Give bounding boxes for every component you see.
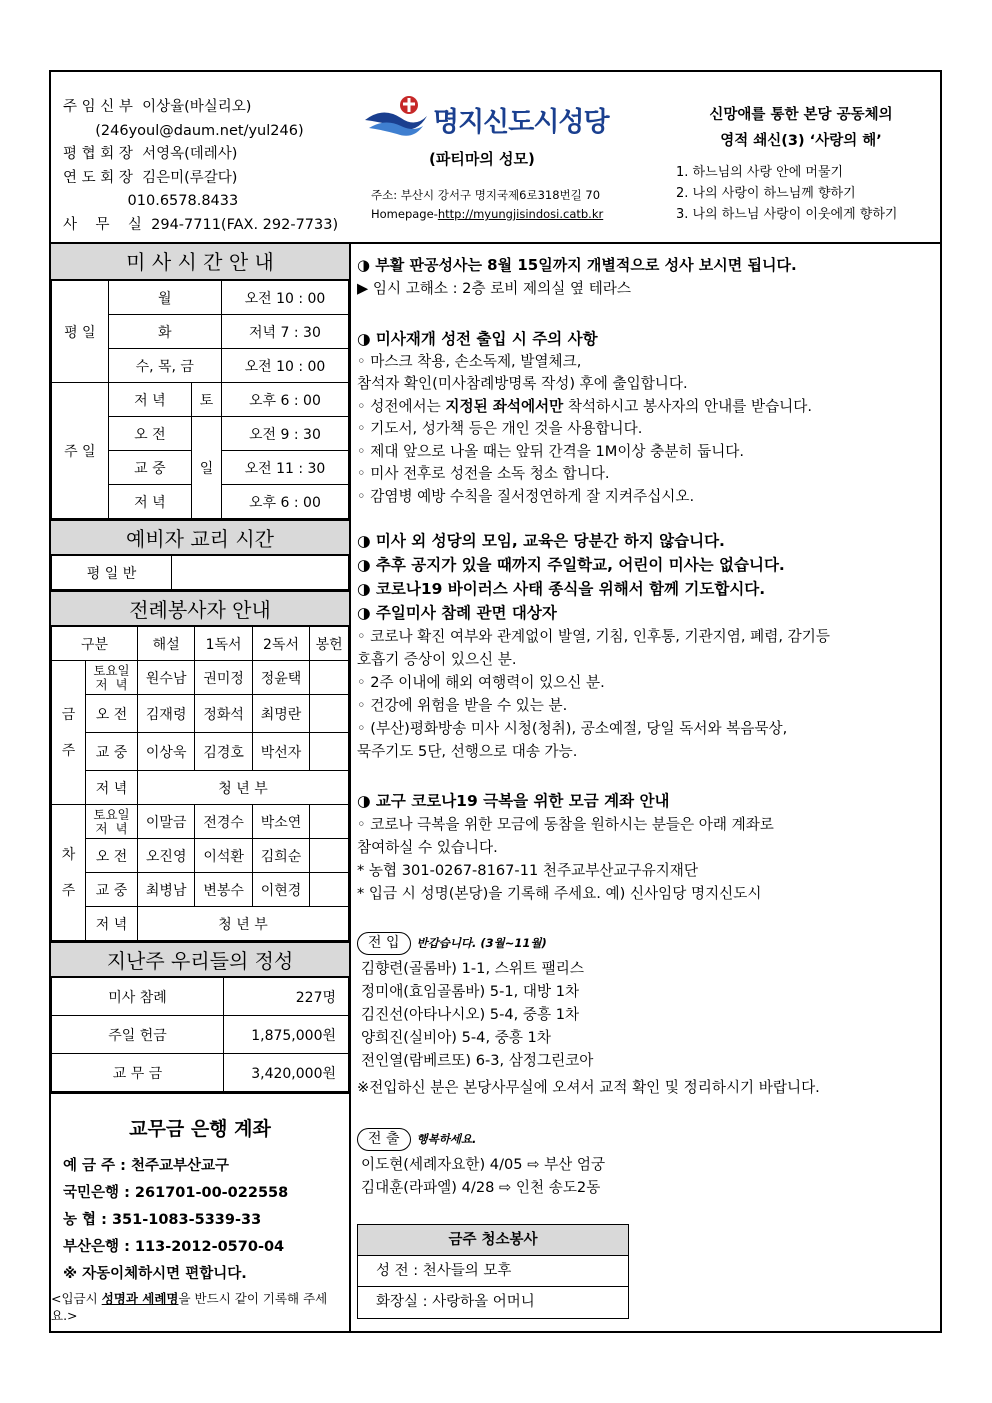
server-name: 김경호 [195, 733, 252, 771]
mass-slot: 저 녁 [108, 383, 191, 417]
notice-line: ◦ (부산)평화방송 미사 시청(청취), 공소예절, 당일 독서와 복음묵상, [357, 720, 788, 737]
bank-note [51, 1290, 337, 1324]
mass-slot: 교 중 [108, 451, 191, 485]
theme-item: 3. 나의 하느님 사랑이 이웃에게 향하기 [676, 207, 898, 222]
slot-label: 저 녁 [86, 771, 138, 805]
notice-line: ◦ 기도서, 성가책 등은 개인 것을 사용합니다. [357, 420, 643, 437]
server-name: 최병남 [138, 873, 195, 907]
col-header: 구분 [52, 627, 138, 661]
transfer-in-item: 김향련(골롬바) 1-1, 스위트 팰리스 [361, 960, 584, 977]
server-name: 이현경 [252, 873, 309, 907]
offering-label: 교 무 금 [52, 1054, 224, 1092]
mass-day: 월 [108, 281, 221, 315]
transfer-in-header [357, 932, 547, 955]
slot-label: 교 중 [86, 733, 138, 771]
notice-line: * 농협 301-0267-8167-11 천주교부산교구유지재단 [357, 862, 698, 879]
mass-times-table [51, 280, 349, 519]
server-name: 권미정 [195, 661, 252, 695]
catechumen-title: 예비자 교리 시간 [51, 519, 349, 555]
mass-day: 수, 목, 금 [108, 349, 221, 383]
notice-line: ◦ 건강에 위험을 받을 수 있는 분. [357, 697, 568, 714]
slot-label: 저 녁 [86, 907, 138, 941]
catechumen-row: 평 일 반 [52, 556, 172, 590]
bank-title: 교무금 은행 계좌 [129, 1118, 271, 1140]
transfer-in-item: 정미애(효임골롬바) 5-1, 대방 1차 [361, 983, 580, 1000]
server-name: 정화석 [195, 695, 252, 733]
right-column [353, 244, 940, 1333]
notice-emphasis: 지정된 좌석에서만 [445, 398, 564, 415]
col-header: 1독서 [195, 627, 252, 661]
sunday-day-label: 일 [192, 417, 222, 519]
theme-list [676, 162, 897, 225]
notice-line: ◦ 코로나 극복을 위한 모금에 동참을 원하시는 분들은 아래 계좌로 [357, 816, 774, 833]
offering-title: 지난주 우리들의 정성 [51, 941, 349, 977]
mass-times-title: 미 사 시 간 안 내 [51, 244, 349, 280]
homepage-label: Homepage- [371, 207, 438, 221]
cleaning-title: 금주 청소봉사 [358, 1225, 628, 1256]
col-header: 2독서 [252, 627, 309, 661]
league-president: 연 도 회 장 김은미(루갈다) [63, 169, 238, 186]
slot-label: 토요일 저 녁 [86, 805, 138, 839]
server-name: 이상욱 [138, 733, 195, 771]
bank-line: 예 금 주 : 천주교부산교구 [63, 1158, 230, 1174]
server-name: 김재령 [138, 695, 195, 733]
transfer-out-item: 이도현(세례자요한) 4/05 ⇨ 부산 엄궁 [361, 1156, 606, 1173]
transfer-in-tag: 전 입 [357, 932, 411, 955]
youth-group: 청 년 부 [138, 907, 349, 941]
offering-table [51, 977, 349, 1092]
transfer-in-note: ※전입하신 분은 본당사무실에 오셔서 교적 확인 및 정리하시기 바랍니다. [357, 1079, 820, 1096]
mass-time: 오전 11 : 30 [221, 451, 348, 485]
this-week-label: 금 주 [52, 661, 86, 805]
homepage-link[interactable]: http://myungjisindosi.catb.kr [437, 207, 604, 221]
servers-table [51, 626, 349, 941]
notice-heading: ◑ 미사재개 성전 출입 시 주의 사항 [357, 330, 598, 348]
pastor: 주 임 신 부 이상율(바실리오) [63, 99, 252, 115]
catechumen-table [51, 555, 349, 590]
notice-line: ◦ 코로나 확진 여부와 관계없이 발열, 기침, 인후통, 기관지염, 폐렴, 감기등 [357, 628, 830, 645]
address-block [371, 186, 603, 224]
server-name: 원수남 [138, 661, 195, 695]
mass-time: 오전 9 : 30 [221, 417, 348, 451]
mass-time: 오후 6 : 00 [221, 383, 348, 417]
notice-line: ◦ 감염병 예방 수칙을 질서정연하게 잘 지켜주십시오. [357, 488, 695, 505]
server-name: 오진영 [138, 839, 195, 873]
notice-heading: ◑ 부활 판공성사는 8월 15일까지 개별적으로 성사 보시면 됩니다. [357, 256, 797, 274]
address: 주소: 부산시 강서구 명지국제6로318번길 70 [371, 188, 601, 202]
server-name: 박소연 [252, 805, 309, 839]
col-header: 봉헌 [310, 627, 349, 661]
notice-line: 호흡기 증상이 있으신 분. [357, 651, 517, 668]
notice-line: ◦ 미사 전후로 성전을 소독 청소 합니다. [357, 465, 610, 482]
theme-title [671, 102, 931, 154]
mass-time: 오전 10 : 00 [221, 349, 348, 383]
saturday-label: 토 [192, 383, 222, 417]
col-header: 해설 [138, 627, 195, 661]
slot-label: 오 전 [86, 839, 138, 873]
notice-text: ◦ 성전에서는 [357, 398, 446, 415]
theme-line-2: 영적 쇄신(3) ‘사랑의 해’ [720, 133, 882, 149]
notice-line: 묵주기도 5단, 선행으로 대송 가능. [357, 743, 578, 760]
cleaning-row: 화장실 : 사랑하올 어머니 [376, 1294, 535, 1310]
transfer-in-item: 전인열(람베르또) 6-3, 삼정그린코아 [361, 1052, 594, 1069]
council-president: 평 협 회 장 서영옥(데레사) [63, 146, 238, 163]
league-phone: 010.6578.8433 [63, 193, 239, 210]
servers-title: 전례봉사자 안내 [51, 590, 349, 626]
server-name: 변봉수 [195, 873, 252, 907]
youth-group: 청 년 부 [138, 771, 349, 805]
notice-line: 참여하실 수 있습니다. [357, 839, 498, 856]
pastor-email: (246youl@daum.net/yul246) [63, 122, 304, 139]
offering-label: 주일 헌금 [52, 1016, 224, 1054]
notice-line: 참석자 확인(미사참례방명록 작성) 후에 출입합니다. [357, 375, 688, 392]
transfer-in-item: 김진선(아타나시오) 5-4, 중흥 1차 [361, 1006, 580, 1023]
header [51, 72, 940, 244]
bank-line: 국민은행 : 261701-00-022558 [63, 1185, 289, 1201]
notice-line: ▶ 임시 고해소 : 2층 로비 제의실 옆 테라스 [357, 280, 632, 297]
theme-item: 2. 나의 사랑이 하느님께 향하기 [676, 186, 856, 201]
server-name: 김희순 [252, 839, 309, 873]
mass-day: 화 [108, 315, 221, 349]
notice-line: ◦ 제대 앞으로 나올 때는 앞뒤 간격을 1M이상 충분히 둡니다. [357, 443, 745, 460]
next-week-label: 차 주 [52, 805, 86, 941]
mass-time: 저녁 7 : 30 [221, 315, 348, 349]
mass-time: 오후 6 : 00 [221, 485, 348, 519]
theme-item: 1. 하느님의 사랑 안에 머물기 [676, 165, 844, 180]
server-name: 이말금 [138, 805, 195, 839]
transfer-in-greeting: 반갑습니다. (3월~11월) [416, 936, 547, 950]
church-name: 명지신도시성당 [433, 107, 609, 138]
offering-value: 1,875,000원 [224, 1016, 349, 1054]
bank-line: 농 협 : 351-1083-5339-33 [63, 1212, 262, 1228]
server-name: 이석환 [195, 839, 252, 873]
mass-slot: 저 녁 [108, 485, 191, 519]
notice-line: ◦ 마스크 착용, 손소독제, 발열체크, [357, 353, 582, 370]
mass-slot: 오 전 [108, 417, 191, 451]
note-text: 을 반드시 같이 기록해 주세요.> [51, 1291, 328, 1323]
bank-accounts [51, 1092, 349, 1324]
notice-line: * 입금 시 성명(본당)을 기록해 주세요. 예) 신사임당 명지신도시 [357, 885, 762, 902]
slot-label: 교 중 [86, 873, 138, 907]
bulletin [49, 70, 942, 1333]
offering-value: 3,420,000원 [224, 1054, 349, 1092]
transfer-out-header [357, 1128, 476, 1151]
cleaning-box [357, 1224, 629, 1319]
church-emblem-icon [361, 94, 431, 140]
server-name: 박선자 [252, 733, 309, 771]
notice-heading: ◑ 추후 공지가 있을 때까지 주일학교, 어린이 미사는 없습니다. [357, 556, 785, 574]
notice-heading: ◑ 미사 외 성당의 모임, 교육은 당분간 하지 않습니다. [357, 532, 725, 550]
church-logo [361, 94, 651, 144]
notice-text: 착석하시고 봉사자의 안내를 받습니다. [563, 398, 813, 415]
slot-label: 토요일 저 녁 [86, 661, 138, 695]
notice-line: ◦ 2주 이내에 해외 여행력이 있으신 분. [357, 674, 605, 691]
left-column [51, 244, 351, 1333]
server-name: 전경수 [195, 805, 252, 839]
slot-label: 오 전 [86, 695, 138, 733]
notice-heading: ◑ 코로나19 바이러스 사태 종식을 위해서 함께 기도합시다. [357, 580, 766, 598]
note-text: <입금시 [51, 1291, 102, 1306]
offering-label: 미사 참례 [52, 978, 224, 1016]
notice-heading: ◑ 교구 코로나19 극복을 위한 모금 계좌 안내 [357, 792, 670, 810]
patron-saint: (파티마의 성모) [429, 150, 535, 168]
offering-value: 227명 [224, 978, 349, 1016]
weekday-label: 평 일 [52, 281, 109, 383]
office-phone: 사 무 실 294-7711(FAX. 292-7733) [63, 216, 339, 233]
theme-line-1: 신망애를 통한 본당 공동체의 [709, 107, 893, 123]
notice-line [357, 396, 812, 419]
server-name: 최명란 [252, 695, 309, 733]
server-name: 정윤택 [252, 661, 309, 695]
note-emphasis: 성명과 세례명 [101, 1291, 179, 1306]
notice-heading: ◑ 주일미사 참례 관면 대상자 [357, 604, 557, 622]
transfer-out-item: 김대훈(라파엘) 4/28 ⇨ 인천 송도2동 [361, 1179, 601, 1196]
transfer-out-greeting: 행복하세요. [416, 1132, 477, 1146]
staff-info [63, 96, 338, 238]
bank-line: ※ 자동이체하시면 편합니다. [63, 1266, 247, 1282]
cleaning-row: 성 전 : 천사들의 모후 [358, 1256, 628, 1287]
mass-time: 오전 10 : 00 [221, 281, 348, 315]
transfer-out-tag: 전 출 [357, 1128, 411, 1151]
bank-line: 부산은행 : 113-2012-0570-04 [63, 1239, 285, 1255]
sunday-label: 주 일 [52, 383, 109, 519]
transfer-in-item: 양희진(실비아) 5-4, 중흥 1차 [361, 1029, 551, 1046]
